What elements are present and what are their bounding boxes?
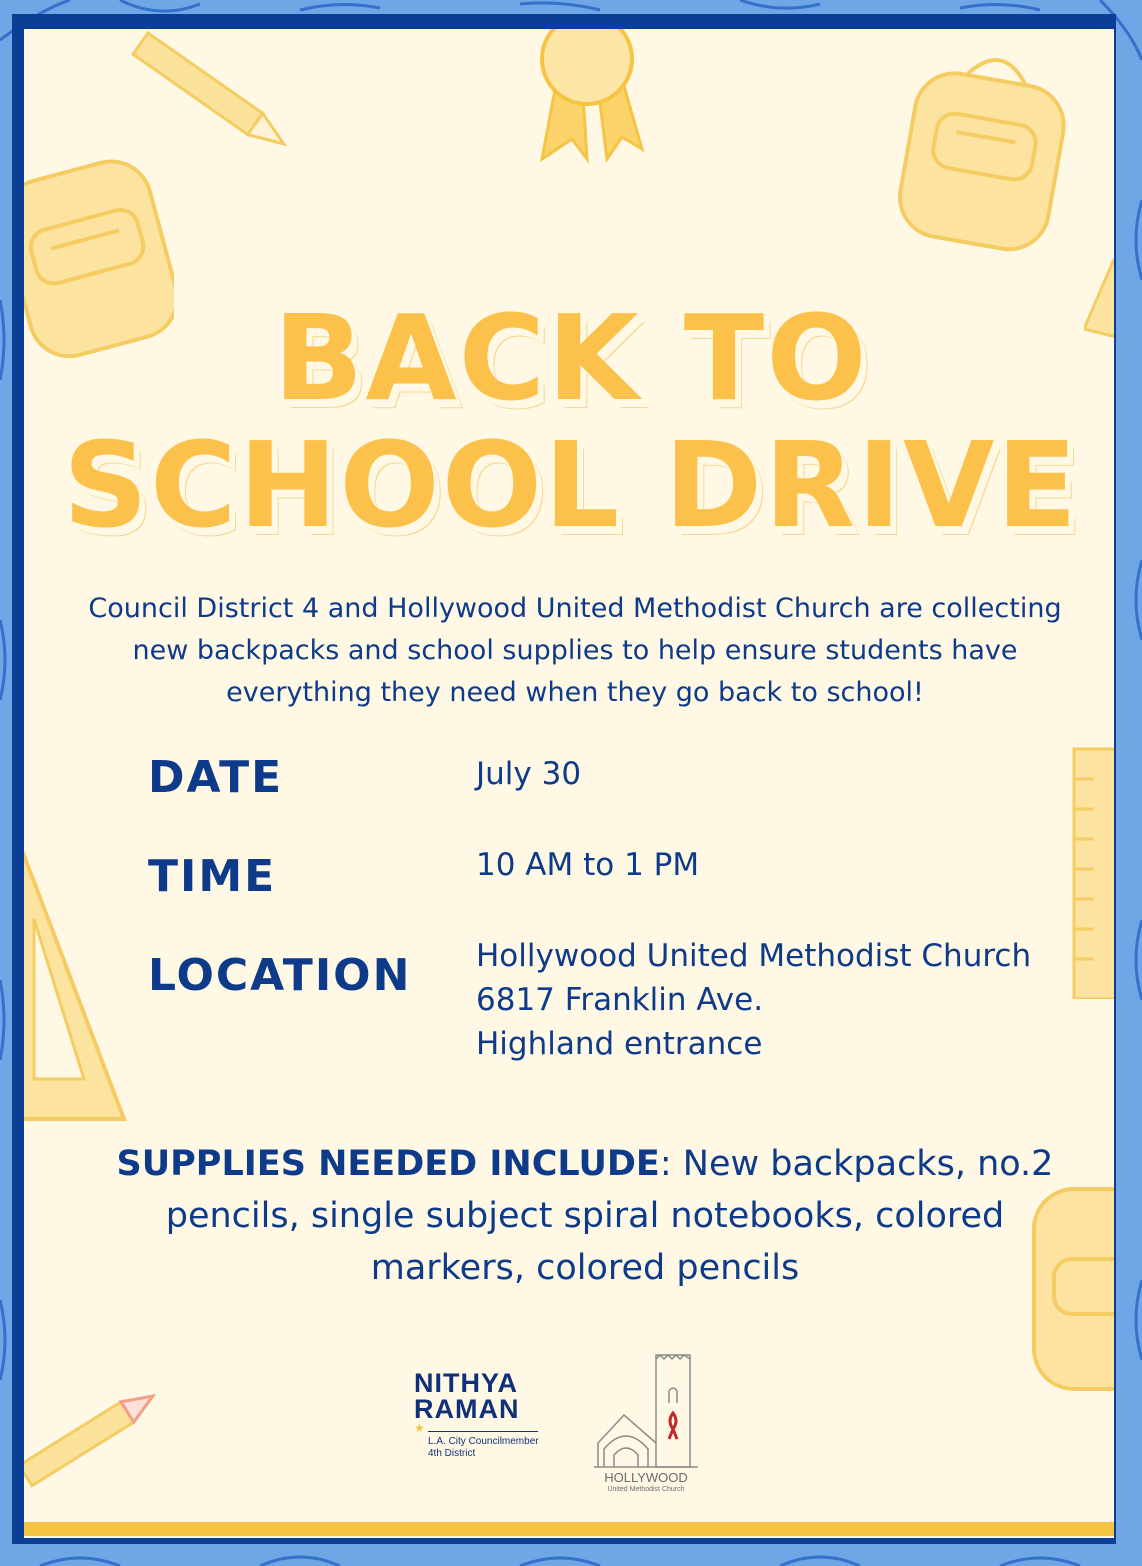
backpack-icon <box>884 39 1084 259</box>
nithya-raman-logo <box>414 1370 544 1460</box>
supplies-paragraph <box>110 1138 1060 1294</box>
location-line-3: Highland entrance <box>476 1026 763 1062</box>
supplies-list: : New backpacks, no.2 pencils, single subject spiral notebooks, colored markers, colored pencils <box>165 1144 1054 1288</box>
location-label: LOCATION <box>148 950 412 1001</box>
award-ribbon-icon <box>502 29 662 169</box>
title-line-1: BACK TO <box>273 289 869 427</box>
date-value: July 30 <box>476 756 582 792</box>
logo-district: 4th District <box>428 1448 476 1459</box>
supplies-heading: SUPPLIES NEEDED INCLUDE <box>116 1144 660 1184</box>
location-line-1: Hollywood United Methodist Church <box>476 938 1032 974</box>
logo-role: L.A. City Councilmember <box>428 1436 539 1447</box>
title-line-2: SCHOOL DRIVE <box>63 416 1079 554</box>
logo-divider <box>414 1421 544 1436</box>
logo-name-line-1: NITHYA <box>414 1368 519 1398</box>
intro-paragraph: Council District 4 and Hollywood United Methodist Church are collecting new backpacks and school supplies to help ensure students have everything they need when they go back to school! <box>88 593 1062 708</box>
church-name: HOLLYWOOD <box>604 1470 688 1485</box>
time-label: TIME <box>148 851 277 902</box>
time-value: 10 AM to 1 PM <box>476 847 700 883</box>
triangle-ruler-icon <box>24 829 134 1129</box>
logo-name-line-2: RAMAN <box>414 1394 520 1424</box>
star-icon: ★ <box>414 1421 425 1435</box>
ruler-icon <box>1064 739 1114 999</box>
location-line-2: 6817 Franklin Ave. <box>476 982 764 1018</box>
church-icon <box>594 1353 698 1471</box>
church-subtitle: United Methodist Church <box>607 1486 685 1493</box>
bottom-accent-bar <box>24 1522 1114 1536</box>
date-label: DATE <box>148 752 284 803</box>
pencil-icon <box>24 1369 174 1499</box>
hollywood-umc-logo <box>594 1353 698 1501</box>
